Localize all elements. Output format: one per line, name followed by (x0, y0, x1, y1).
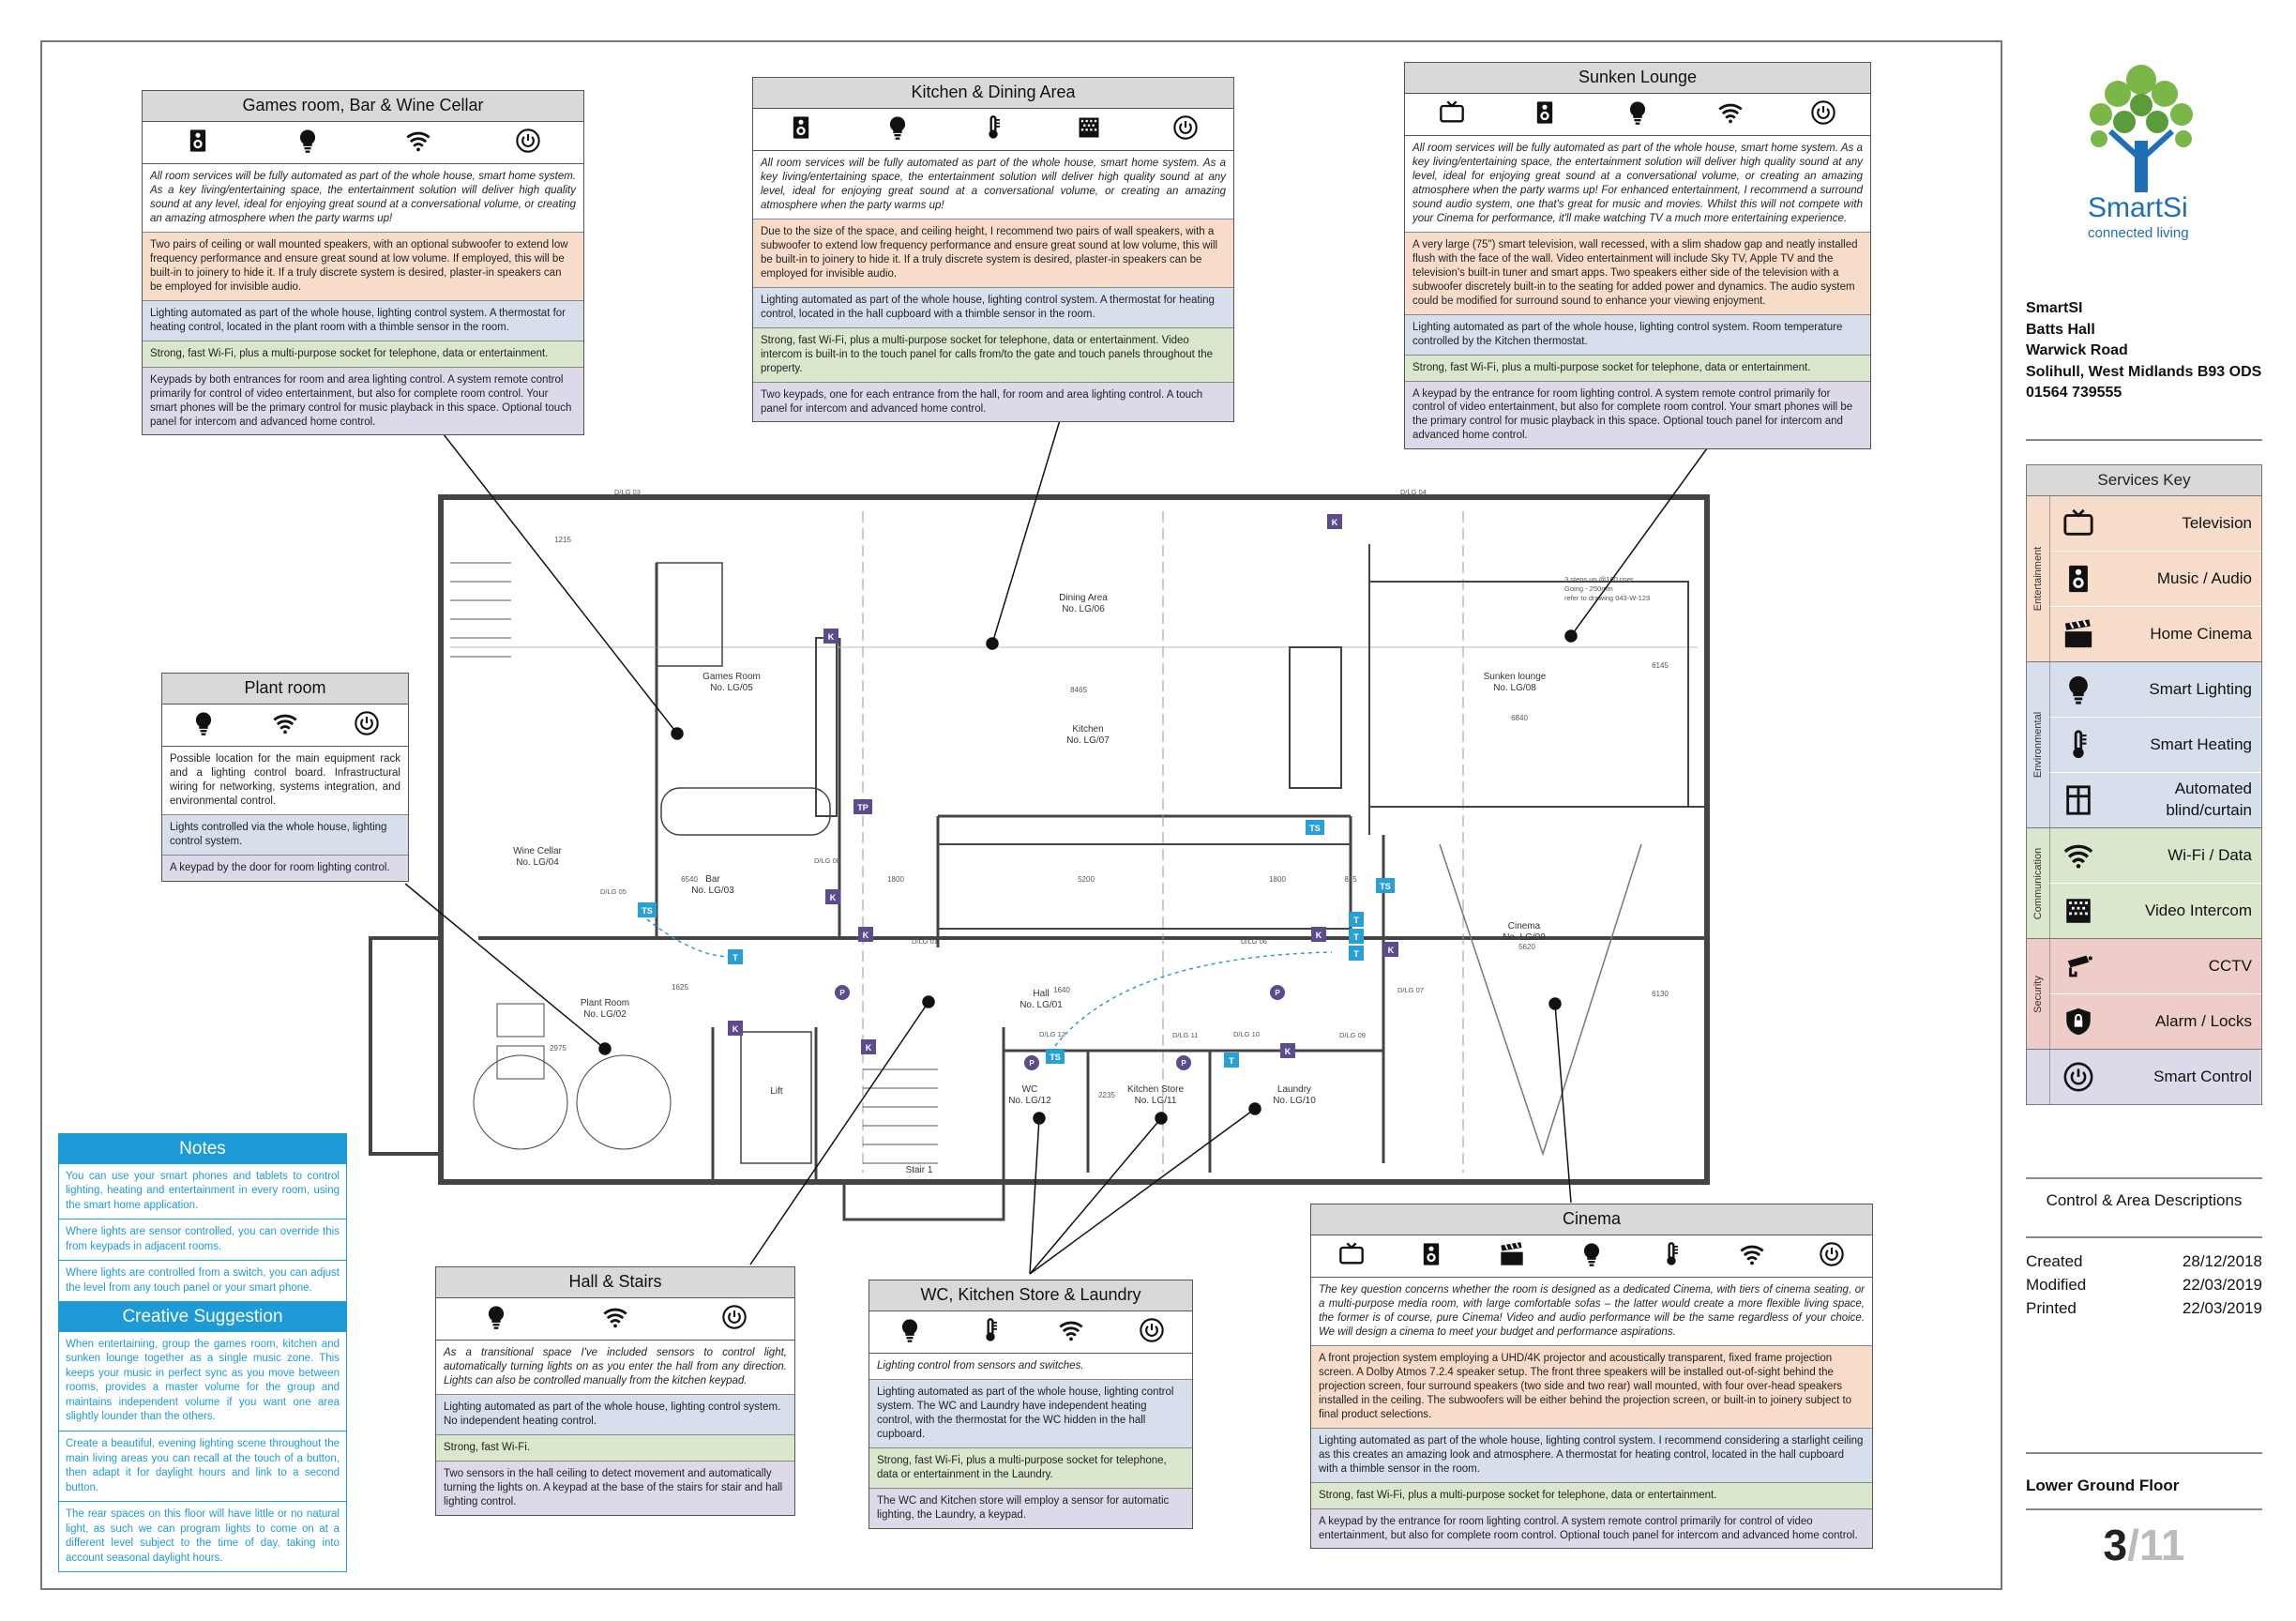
svg-text:1215: 1215 (554, 536, 571, 544)
shield-icon (2050, 1006, 2107, 1038)
wifi-icon (405, 128, 431, 159)
svg-text:6130: 6130 (1652, 990, 1669, 998)
floor-name: Lower Ground Floor (2026, 1477, 2180, 1494)
svg-text:P: P (1181, 1059, 1186, 1068)
key-group-communication: Communication Wi-Fi / Data Video Intercom (2027, 828, 2261, 939)
card-section-com: Strong, fast Wi-Fi, plus a multi-purpose socket for telephone, data or entertainment in the Laundry. (869, 1448, 1192, 1489)
bulb-icon (884, 114, 911, 145)
building-walls (370, 497, 1707, 1220)
services-key (2026, 464, 2262, 1105)
window-icon (2050, 784, 2107, 816)
svg-text:T: T (733, 953, 738, 962)
card-section-ctl: Keypads by both entrances for room and area lighting control. A system remote control primarily for control of video entertainment, but also for complete room control. Your smart phones will be the primary control for music playback in this space. Optional touch panel for intercom and advanced home control. (143, 368, 583, 435)
card-games-room (142, 90, 584, 435)
svg-text:D/LG 07: D/LG 07 (1397, 986, 1424, 994)
key-group-security: Security CCTV Alarm / Locks (2027, 939, 2261, 1050)
svg-text:1800: 1800 (1269, 875, 1286, 884)
company-address: SmartSI Batts Hall Warwick Road Solihull, West Midlands B93 ODS 01564 739555 (2026, 300, 2262, 401)
television-icon (1439, 99, 1465, 130)
bulb-icon (1578, 1241, 1605, 1272)
svg-text:2975: 2975 (550, 1044, 566, 1053)
bulb-icon (1624, 99, 1651, 130)
svg-text:5620: 5620 (1518, 943, 1535, 951)
wifi-icon (1717, 99, 1744, 130)
room-label: Games Room (702, 672, 761, 682)
card-section-env: Lighting automated as part of the whole house, lighting control system. Room temperature controlled by the Kitchen thermostat. (1405, 315, 1870, 356)
svg-text:D/LG 10: D/LG 10 (1233, 1030, 1260, 1038)
svg-text:K: K (827, 632, 835, 642)
card-title: Cinema (1311, 1204, 1872, 1235)
card-section-desc: The key question concerns whether the room is designed as a dedicated Cinema, with tiers of cinema seating, or a multi-purpose media room, with large comfortable sofas – the latter would create a more flexible living space, the former is of course, pure Cinema! Video and audio performance will be the same regardless of your choice. We will design a cinema to meet your budget and performance aspirations. (1311, 1278, 1872, 1346)
card-plant-room (161, 673, 409, 882)
card-title: Sunken Lounge (1405, 63, 1870, 94)
thermostat-marker (1349, 946, 1364, 961)
keypad-marker (1280, 1043, 1295, 1058)
svg-text:1640: 1640 (1053, 986, 1070, 994)
thermometer-icon (2050, 729, 2107, 761)
creative-item: When entertaining, group the games room, kitchen and sunken lounge together as a single music zone. This keeps your music in perfect sync as you move between rooms, provides a master volume for the group and maintains independent volume if you want one area slightly lounder than the others. (59, 1332, 346, 1432)
keypad-marker (858, 927, 873, 942)
svg-text:8465: 8465 (1070, 686, 1087, 694)
thermometer-icon (977, 1317, 1004, 1348)
thermometer-icon (1658, 1241, 1684, 1272)
logo-name: SmartSi (2088, 192, 2188, 223)
smartsi-logo (2090, 65, 2193, 192)
card-section-ent: Two pairs of ceiling or wall mounted speakers, with an optional subwoofer to extend low frequency performance and ensure great sound at low volume. If employed, this will be built-in to joinery to hide it. If a truly discrete system is desired, plaster-in speakers can be employed for invisible audio. (143, 233, 583, 301)
card-title: Games room, Bar & Wine Cellar (143, 91, 583, 122)
touch-sensor-marker (1306, 820, 1324, 835)
power-icon (515, 128, 541, 159)
svg-text:815: 815 (1344, 875, 1357, 884)
room-label: Wine Cellar (513, 846, 562, 856)
note-item: Where lights are controlled from a switch, you can adjust the level from any touch panel or your smart phone. (59, 1261, 346, 1302)
card-title: WC, Kitchen Store & Laundry (869, 1280, 1192, 1311)
card-section-ent: Due to the size of the space, and ceiling height, I recommend two pairs of wall speakers, with a subwoofer to extend low frequency performance and ensure great sound at low volume, this will be built-in to joinery to hide it. If a truly discrete system is desired, plaster-in speakers can be employed for invisible audio. (753, 220, 1233, 288)
room-label: Kitchen Store (1126, 1084, 1185, 1095)
card-title: Hall & Stairs (436, 1267, 794, 1298)
room-label: Stair 1 (905, 1165, 933, 1175)
card-section-com: Strong, fast Wi-Fi, plus a multi-purpose socket for telephone, data or entertainment. (1405, 356, 1870, 382)
card-section-ctl: A keypad by the door for room lighting control. (162, 856, 408, 881)
bulb-icon (190, 710, 217, 741)
svg-text:K: K (862, 931, 869, 940)
card-hall-stairs (435, 1266, 795, 1516)
room-number: No. LG/02 (583, 1009, 627, 1020)
wifi-icon (272, 710, 298, 741)
svg-text:2235: 2235 (1098, 1091, 1115, 1099)
card-service-icons (436, 1298, 794, 1341)
svg-text:3 steps up @180 riser: 3 steps up @180 riser (1564, 575, 1634, 583)
card-title: Kitchen & Dining Area (753, 78, 1233, 109)
keypad-marker (823, 629, 838, 644)
card-section-env: Lighting automated as part of the whole house, lighting control system. The WC and Laundry have independent heating control, with the thermostat for the WC hidden in the hall cupboard. (869, 1380, 1192, 1448)
notes-panel (58, 1133, 347, 1572)
room-label: Lift (770, 1086, 783, 1097)
card-section-env: Lighting automated as part of the whole house, lighting control system. No independent heating control. (436, 1395, 794, 1435)
clapperboard-icon (1499, 1241, 1525, 1272)
room-number: No. LG/08 (1493, 683, 1536, 693)
power-icon (1819, 1241, 1845, 1272)
card-section-desc: Lighting control from sensors and switches. (869, 1354, 1192, 1380)
svg-text:D/LG 03: D/LG 03 (614, 488, 641, 496)
room-number: No. LG/04 (516, 857, 559, 868)
creative-item: Create a beautiful, evening lighting scene throughout the main living areas you can recall at the touch of a button, then adapt it for daylight hours and link to a second button. (59, 1432, 346, 1502)
card-section-desc: As a transitional space I've included sensors to control light, automatically turning lights on as you enter the hall from any direction. Lights can also be controlled manually from the kitchen keypad. (436, 1341, 794, 1395)
thermostat-marker (1349, 912, 1364, 927)
speaker-icon (2050, 563, 2107, 595)
card-service-icons (143, 122, 583, 164)
card-section-com: Strong, fast Wi-Fi, plus a multi-purpose socket for telephone, data or entertainment. (1311, 1483, 1872, 1509)
room-label: Bar (705, 874, 720, 885)
power-icon (1172, 114, 1199, 145)
svg-text:K: K (1387, 946, 1395, 955)
svg-text:TS: TS (642, 906, 653, 916)
svg-text:1800: 1800 (887, 875, 904, 884)
bulb-icon (483, 1304, 509, 1335)
svg-text:T: T (1353, 932, 1359, 942)
svg-text:TS: TS (1380, 882, 1391, 891)
keypad-marker (728, 1021, 743, 1036)
svg-text:K: K (829, 893, 837, 902)
room-label: Plant Room (580, 998, 630, 1008)
keypad-marker (825, 889, 840, 904)
room-number: No. LG/05 (710, 683, 753, 693)
card-section-com: Strong, fast Wi-Fi, plus a multi-purpose socket for telephone, data or entertainment. (143, 341, 583, 368)
bulb-icon (897, 1317, 923, 1348)
power-icon (1810, 99, 1836, 130)
svg-text:Going - 250mm: Going - 250mm (1564, 584, 1613, 593)
doc-heading: Control & Area Descriptions (2046, 1191, 2243, 1209)
svg-text:T: T (1353, 916, 1359, 925)
keypad-marker (861, 1039, 876, 1054)
room-number: No. LG/11 (1134, 1096, 1177, 1106)
svg-text:1625: 1625 (672, 983, 688, 992)
television-icon (2050, 508, 2107, 539)
card-service-icons (162, 704, 408, 747)
thermostat-marker (1349, 929, 1364, 944)
svg-text:K: K (1315, 931, 1322, 940)
svg-text:refer to drawing 043-W-123: refer to drawing 043-W-123 (1564, 594, 1651, 602)
card-kitchen-dining (752, 77, 1234, 422)
pir-marker (835, 985, 850, 1000)
doc-dates: Created 28/12/2018 Modified 22/03/2019 Printed 22/03/2019 (2026, 1252, 2262, 1317)
intercom-icon (1076, 114, 1102, 145)
svg-text:TS: TS (1309, 824, 1321, 833)
bulb-icon (295, 128, 321, 159)
card-title: Plant room (162, 674, 408, 704)
card-section-ctl: A keypad by the entrance for room lighting control. A system remote control primarily for control of video entertainment, but also for complete room control. Optional touch panel for intercom and advanced home control. (1311, 1509, 1872, 1549)
card-section-ent: A very large (75") smart television, wall recessed, with a slim shadow gap and neatly installed flush with the face of the wall. Video entertainment will include Sky TV, Apple TV and the television's built-in tuner and smart apps. Two speakers either side of the television with a subwoofer discretely built-in to the seating for added power and dynamics. The audio system could be modified for surround sound to enhance your viewing enjoyment. (1405, 233, 1870, 315)
svg-text:6540: 6540 (681, 875, 698, 884)
room-number: No. LG/09 (1503, 932, 1546, 943)
svg-text:TP: TP (857, 803, 869, 812)
svg-text:P: P (1275, 989, 1280, 997)
room-label: Kitchen (1072, 724, 1104, 735)
intercom-icon (2050, 895, 2107, 927)
card-section-desc: All room services will be fully automated as part of the whole house, smart home system. As a key living/entertaining space, the entertainment solution will deliver high quality sound at any level, ideal for enjoying great sound at a conversational volume, or creating an amazing atmosphere when the party warms up! (143, 164, 583, 233)
svg-text:D/LG 08: D/LG 08 (814, 856, 840, 865)
wifi-icon (2050, 840, 2107, 871)
card-section-com: Strong, fast Wi-Fi, plus a multi-purpose socket for telephone, data or entertainment. Video intercom is built-in to the touch panel for calls from/to the gate and touch panels throughout the property. (753, 328, 1233, 383)
room-label: WC (1021, 1084, 1038, 1095)
card-service-icons (1311, 1235, 1872, 1278)
card-service-icons (753, 109, 1233, 151)
wifi-icon (1739, 1241, 1765, 1272)
svg-text:6145: 6145 (1652, 661, 1669, 670)
room-label: Hall (1033, 989, 1050, 999)
creative-title: Creative Suggestion (59, 1302, 346, 1332)
touch-sensor-marker (1046, 1049, 1065, 1064)
speaker-icon (1532, 99, 1558, 130)
pir-marker (1024, 1055, 1039, 1070)
svg-text:K: K (1331, 518, 1338, 527)
card-section-ctl: The WC and Kitchen store will employ a sensor for automatic lighting, the Laundry, a keypad. (869, 1489, 1192, 1528)
card-service-icons (1405, 94, 1870, 136)
room-number: No. LG/12 (1008, 1096, 1051, 1106)
key-group-environmental: Environmental Smart Lighting Smart Heating Automated blind/curtain (2027, 662, 2261, 828)
card-section-ctl: Two sensors in the hall ceiling to detect movement and automatically turning the lights on. A keypad at the base of the stairs for stair and hall lighting control. (436, 1462, 794, 1515)
page-number: 3/11 (2103, 1521, 2185, 1569)
power-icon (2050, 1061, 2107, 1093)
card-section-com: Strong, fast Wi-Fi. (436, 1435, 794, 1462)
thermostat-marker (728, 949, 743, 964)
svg-text:K: K (732, 1024, 739, 1034)
pir-marker (1176, 1055, 1191, 1070)
television-icon (1338, 1241, 1365, 1272)
room-number: No. LG/01 (1020, 1000, 1063, 1010)
room-number: No. LG/07 (1066, 735, 1110, 746)
touch-panel-marker (853, 799, 872, 814)
card-service-icons (869, 1311, 1192, 1354)
cctv-icon (2050, 950, 2107, 982)
creative-item: The rear spaces on this floor will have little or no natural light, as such we can program lights to come on at a different level subject to the time of day, taking into account seasonal daylight hours. (66, 1508, 340, 1564)
key-group-entertainment: Entertainment Television Music / Audio Home Cinema (2027, 496, 2261, 662)
svg-text:5200: 5200 (1078, 875, 1095, 884)
speaker-icon (788, 114, 814, 145)
svg-text:T: T (1229, 1056, 1234, 1066)
card-section-ent: A front projection system employing a UHD/4K projector and acoustically transparent, fixed frame projection screen. A Dolby Atmos 7.2.4 speaker setup. The front three speakers will be installed out-of-sight behind the projection screen, four surround speakers (two side and two rear) wall mounted, with four over-head speakers installed in the ceiling. The subwoofers will be either behind the projection screen, or built-in to joinery subject to final product selections. (1311, 1346, 1872, 1429)
clapperboard-icon (2050, 618, 2107, 650)
notes-title: Notes (59, 1134, 346, 1164)
keypad-marker (1383, 942, 1398, 957)
bulb-icon (2050, 674, 2107, 705)
svg-text:P: P (839, 989, 845, 997)
room-number: No. LG/10 (1273, 1096, 1316, 1106)
svg-text:K: K (865, 1043, 872, 1053)
room-label: Laundry (1276, 1084, 1312, 1095)
svg-text:6840: 6840 (1511, 714, 1528, 722)
room-number: No. LG/03 (691, 886, 734, 896)
keypad-marker (1327, 514, 1342, 529)
card-section-env: Lighting automated as part of the whole house, lighting control system. A thermostat for heating control, located in the plant room with a thimble sensor in the room. (143, 301, 583, 341)
speaker-icon (1418, 1241, 1444, 1272)
svg-text:T: T (1353, 949, 1359, 959)
wifi-icon (1058, 1317, 1084, 1348)
speaker-icon (185, 128, 211, 159)
wifi-icon (602, 1304, 628, 1335)
svg-text:D/LG 06: D/LG 06 (1241, 937, 1267, 946)
note-item: Where lights are sensor controlled, you can override this from keypads in adjacent rooms. (59, 1220, 346, 1261)
card-wc-store-laundry (869, 1280, 1193, 1529)
note-item: You can use your smart phones and tablets to control lighting, heating and entertainment in every room, using the smart home application. (59, 1164, 346, 1220)
power-icon (1139, 1317, 1165, 1348)
keypad-marker (1311, 927, 1326, 942)
thermometer-icon (980, 114, 1006, 145)
room-label: Sunken lounge (1483, 672, 1547, 682)
logo-tagline: connected living (2088, 225, 2189, 241)
card-section-env: Lighting automated as part of the whole house, lighting control system. A thermostat for heating control, located in the hall cupboard with a thimble sensor in the room. (753, 288, 1233, 328)
card-cinema (1310, 1204, 1873, 1549)
card-section-desc: All room services will be fully automated as part of the whole house, smart home system. As a key living/entertaining space, the entertainment solution will deliver high quality sound at any level, ideal for enjoying great sound at a conversational volume, or creating an amazing atmosphere when the party warms up! (753, 151, 1233, 220)
card-sunken-lounge (1404, 62, 1871, 449)
svg-text:K: K (1284, 1047, 1292, 1056)
svg-text:D/LG 11: D/LG 11 (1172, 1031, 1199, 1039)
svg-text:D/LG 04: D/LG 04 (1400, 488, 1427, 496)
touch-sensor-marker (1376, 878, 1395, 893)
power-icon (354, 710, 380, 741)
power-icon (721, 1304, 748, 1335)
svg-text:P: P (1029, 1059, 1035, 1068)
svg-text:D/LG 12: D/LG 12 (1039, 1030, 1065, 1038)
key-group-control: Smart Control (2027, 1050, 2261, 1104)
svg-text:D/LG 09: D/LG 09 (1339, 1031, 1366, 1039)
card-section-env: Lighting automated as part of the whole house, lighting control system. I recommend considering a starlight ceiling as this creates an amazing look and atmosphere. A thermostat for heating control, located in the hall cupboard with a thimble sensor in the room. (1311, 1429, 1872, 1483)
card-section-ctl: A keypad by the entrance for room lighting control. A system remote control primarily for control of video entertainment, but also for complete room control. Your smart phones will be the primary control for music playback in this space. Optional touch panel for intercom and advanced home control. (1405, 382, 1870, 449)
services-key-title: Services Key (2027, 465, 2261, 496)
card-section-ctl: Two keypads, one for each entrance from the hall, for room and area lighting control. A touch panel for intercom and advanced home control. (753, 383, 1233, 422)
card-section-plain: Possible location for the main equipment rack and a lighting control board. Infrastructural wiring for networking, systems integration, and environmental control. (162, 747, 408, 815)
pir-marker (1270, 985, 1285, 1000)
touch-sensor-marker (638, 902, 657, 917)
card-section-env: Lights controlled via the whole house, lighting control system. (162, 815, 408, 856)
svg-text:TS: TS (1050, 1053, 1061, 1062)
room-number: No. LG/06 (1062, 604, 1105, 614)
thermostat-marker (1224, 1053, 1239, 1068)
card-section-desc: All room services will be fully automated as part of the whole house, smart home system. As a key living/entertaining space, the entertainment solution will deliver high quality sound at any level, ideal for enjoying great sound at a conversational volume, or creating an amazing atmosphere when the party warms up! For enhanced entertainment, I recommend a surround sound audio system, one that's great for music and movies. Whilst this will not compete with your Cinema for performance, it'll make watching TV a much more entertaining experience. (1405, 136, 1870, 233)
room-label: Dining Area (1059, 593, 1108, 603)
svg-text:D/LG 05: D/LG 05 (600, 887, 627, 896)
svg-text:D/LG 01: D/LG 01 (912, 937, 938, 946)
room-label: Cinema (1507, 921, 1541, 932)
